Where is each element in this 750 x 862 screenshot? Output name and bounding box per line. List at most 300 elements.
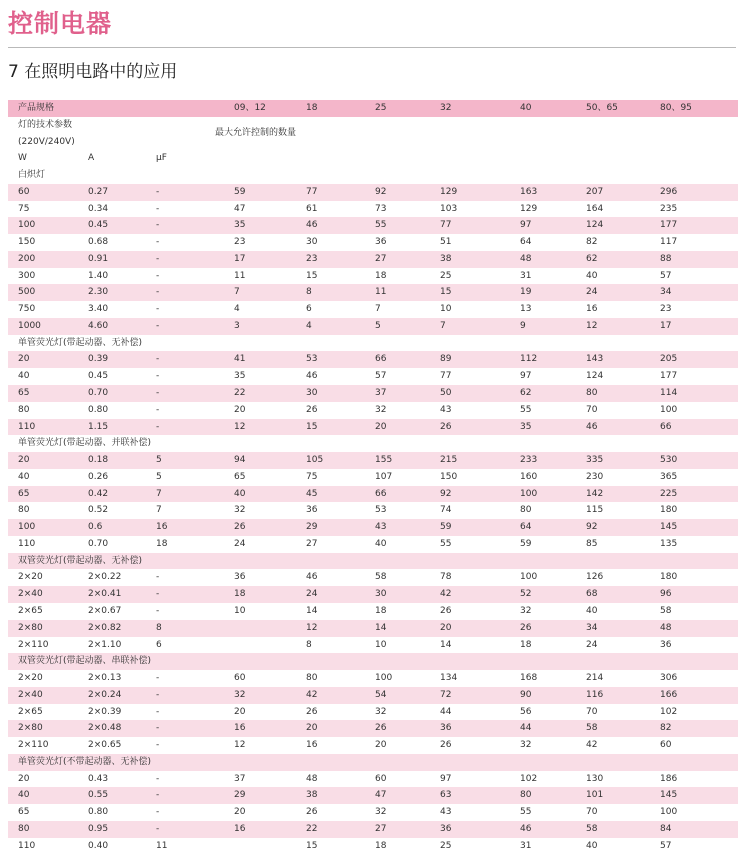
table-cell: 130 <box>586 773 604 784</box>
table-cell: 27 <box>306 538 318 549</box>
table-row <box>8 318 738 335</box>
table-cell: 110 <box>18 538 36 549</box>
table-cell: 24 <box>586 639 598 650</box>
table-cell: 41 <box>234 354 246 365</box>
table-cell: 2×0.24 <box>88 689 122 700</box>
table-cell: 19 <box>520 287 532 298</box>
table-cell: 37 <box>375 388 387 399</box>
table-cell: 3.40 <box>88 304 109 315</box>
table-cell: 11 <box>156 840 168 851</box>
table-row <box>8 402 738 419</box>
table-cell: 35 <box>520 421 532 432</box>
table-cell: 32 <box>375 706 387 717</box>
table-cell: 102 <box>660 706 678 717</box>
table-cell: 186 <box>660 773 678 784</box>
table-cell: 65 <box>18 807 30 818</box>
table-cell: 107 <box>375 471 393 482</box>
table-cell: 1.15 <box>88 421 109 432</box>
table-cell: - <box>156 572 160 583</box>
table-cell: 30 <box>375 589 387 600</box>
table-cell: 46 <box>520 823 532 834</box>
table-cell: 155 <box>375 455 393 466</box>
unit-microfarad: μF <box>156 153 167 164</box>
table-cell: - <box>156 304 160 315</box>
table-cell: 8 <box>306 639 312 650</box>
table-cell: 55 <box>440 538 452 549</box>
table-cell: 60 <box>660 740 672 751</box>
table-cell: 0.45 <box>88 220 109 231</box>
table-cell: 4 <box>234 304 240 315</box>
category-row <box>8 754 738 771</box>
table-cell: 43 <box>375 522 387 533</box>
table-cell: 10 <box>440 304 452 315</box>
table-cell: 20 <box>375 740 387 751</box>
table-body <box>8 167 738 854</box>
table-cell: 2×65 <box>18 605 43 616</box>
table-cell: - <box>156 589 160 600</box>
table-cell: 0.70 <box>88 388 109 399</box>
table-cell: 60 <box>234 673 246 684</box>
table-row <box>8 486 738 503</box>
table-cell: 58 <box>660 605 672 616</box>
table-cell: 36 <box>234 572 246 583</box>
table-cell: 46 <box>306 371 318 382</box>
table-cell: 142 <box>586 488 604 499</box>
table-cell: 160 <box>520 471 538 482</box>
table-cell: 26 <box>306 706 318 717</box>
table-cell: 7 <box>440 320 446 331</box>
table-cell: 65 <box>18 488 30 499</box>
table-cell: 215 <box>440 455 458 466</box>
table-cell: 42 <box>440 589 452 600</box>
table-cell: 57 <box>660 270 672 281</box>
table-cell: 26 <box>306 404 318 415</box>
table-cell: 22 <box>234 388 246 399</box>
table-cell: 300 <box>18 270 36 281</box>
table-row <box>8 804 738 821</box>
table-cell: 207 <box>586 186 604 197</box>
table-cell: 78 <box>440 572 452 583</box>
table-cell: 54 <box>375 689 387 700</box>
category-row <box>8 553 738 570</box>
table-row <box>8 469 738 486</box>
table-cell: 23 <box>660 304 672 315</box>
table-cell: 36 <box>660 639 672 650</box>
table-cell: 2×65 <box>18 706 43 717</box>
table-cell: 56 <box>520 706 532 717</box>
table-cell: 15 <box>306 421 318 432</box>
table-cell: 5 <box>375 320 381 331</box>
table-cell: 180 <box>660 572 678 583</box>
table-cell: 26 <box>440 605 452 616</box>
table-cell: 2×0.67 <box>88 605 122 616</box>
table-cell: 4.60 <box>88 320 109 331</box>
table-cell: 46 <box>306 572 318 583</box>
table-cell: 9 <box>520 320 526 331</box>
table-cell: 0.45 <box>88 371 109 382</box>
table-row <box>8 519 738 536</box>
section-title: 7 在照明电路中的应用 <box>8 62 178 82</box>
table-cell: 2×110 <box>18 639 49 650</box>
table-cell: 32 <box>234 689 246 700</box>
table-cell: - <box>156 287 160 298</box>
header-cell: 09、12 <box>234 103 266 113</box>
table-cell: 2×0.41 <box>88 589 122 600</box>
table-row <box>8 419 738 436</box>
table-cell: 124 <box>586 371 604 382</box>
table-cell: 47 <box>375 790 387 801</box>
table-cell: 24 <box>586 287 598 298</box>
table-cell: 80 <box>306 673 318 684</box>
table-cell: 2×80 <box>18 723 43 734</box>
table-row <box>8 771 738 788</box>
category-label: 双管荧光灯(带起动器、串联补偿) <box>18 656 152 667</box>
table-cell: - <box>156 823 160 834</box>
table-cell: 20 <box>306 723 318 734</box>
table-cell: 100 <box>18 220 36 231</box>
units-row <box>8 150 738 167</box>
table-cell: 53 <box>306 354 318 365</box>
table-cell: 116 <box>586 689 604 700</box>
table-cell: 225 <box>660 488 678 499</box>
table-cell: 103 <box>440 203 458 214</box>
table-cell: - <box>156 689 160 700</box>
table-row <box>8 670 738 687</box>
table-cell: 31 <box>520 270 532 281</box>
table-cell: 2×40 <box>18 689 43 700</box>
table-cell: 7 <box>156 505 162 516</box>
table-cell: 10 <box>375 639 387 650</box>
table-cell: 25 <box>440 840 452 851</box>
table-cell: 3 <box>234 320 240 331</box>
table-cell: 42 <box>586 740 598 751</box>
table-cell: - <box>156 421 160 432</box>
table-cell: 177 <box>660 371 678 382</box>
table-cell: 75 <box>18 203 30 214</box>
unit-watt: W <box>18 153 27 164</box>
table-cell: 40 <box>586 605 598 616</box>
table-cell: 70 <box>586 706 598 717</box>
lighting-table <box>8 100 738 854</box>
table-cell: 2×110 <box>18 740 49 751</box>
table-cell: 20 <box>234 807 246 818</box>
table-cell: - <box>156 723 160 734</box>
unit-amp: A <box>88 153 95 164</box>
table-cell: 18 <box>234 589 246 600</box>
table-cell: 40 <box>234 488 246 499</box>
table-cell: 110 <box>18 421 36 432</box>
table-cell: 80 <box>18 404 30 415</box>
table-cell: 4 <box>306 320 312 331</box>
table-cell: - <box>156 673 160 684</box>
table-cell: 5 <box>156 455 162 466</box>
table-cell: 46 <box>306 220 318 231</box>
table-cell: 6 <box>156 639 162 650</box>
table-row <box>8 351 738 368</box>
table-cell: - <box>156 320 160 331</box>
table-cell: 150 <box>18 237 36 248</box>
table-cell: 15 <box>306 840 318 851</box>
table-cell: 16 <box>234 723 246 734</box>
table-cell: 2×80 <box>18 622 43 633</box>
header-cell: 32 <box>440 103 452 113</box>
table-cell: 29 <box>306 522 318 533</box>
table-cell: 1000 <box>18 320 41 331</box>
table-cell: 44 <box>520 723 532 734</box>
table-cell: 59 <box>520 538 532 549</box>
table-cell: 164 <box>586 203 604 214</box>
table-cell: 0.80 <box>88 404 109 415</box>
table-cell: 62 <box>586 253 598 264</box>
table-cell: 57 <box>660 840 672 851</box>
table-row <box>8 620 738 637</box>
table-cell: 38 <box>440 253 452 264</box>
table-cell: 235 <box>660 203 678 214</box>
table-cell: 100 <box>520 572 538 583</box>
table-row <box>8 368 738 385</box>
table-cell: 0.39 <box>88 354 109 365</box>
table-cell: 40 <box>18 790 30 801</box>
table-cell: 0.43 <box>88 773 109 784</box>
table-cell: 20 <box>440 622 452 633</box>
table-cell: 36 <box>375 237 387 248</box>
table-row <box>8 687 738 704</box>
table-cell: 47 <box>234 203 246 214</box>
table-cell: 105 <box>306 455 324 466</box>
table-cell: 32 <box>234 505 246 516</box>
table-cell: 65 <box>234 471 246 482</box>
table-cell: 80 <box>520 505 532 516</box>
params-label-row <box>8 117 738 138</box>
table-cell: 2×0.22 <box>88 572 122 583</box>
table-cell: 48 <box>520 253 532 264</box>
table-cell: 168 <box>520 673 538 684</box>
table-row <box>8 251 738 268</box>
table-cell: 163 <box>520 186 538 197</box>
table-cell: 25 <box>440 270 452 281</box>
header-cell: 18 <box>306 103 318 113</box>
table-cell: 101 <box>586 790 604 801</box>
table-row <box>8 603 738 620</box>
table-cell: 70 <box>586 807 598 818</box>
table-cell: 20 <box>234 706 246 717</box>
table-cell: 7 <box>375 304 381 315</box>
table-cell: - <box>156 605 160 616</box>
table-row <box>8 586 738 603</box>
table-cell: 0.70 <box>88 538 109 549</box>
table-cell: 0.95 <box>88 823 109 834</box>
table-cell: 51 <box>440 237 452 248</box>
table-row <box>8 637 738 654</box>
table-cell: 18 <box>375 270 387 281</box>
table-cell: - <box>156 773 160 784</box>
table-cell: 64 <box>520 237 532 248</box>
table-cell: 73 <box>375 203 387 214</box>
table-cell: 750 <box>18 304 36 315</box>
table-cell: 40 <box>18 371 30 382</box>
table-cell: 68 <box>586 589 598 600</box>
table-cell: 36 <box>440 723 452 734</box>
table-cell: 16 <box>234 823 246 834</box>
table-cell: 97 <box>520 220 532 231</box>
table-cell: 500 <box>18 287 36 298</box>
table-cell: 14 <box>440 639 452 650</box>
table-cell: 0.80 <box>88 807 109 818</box>
table-cell: 112 <box>520 354 538 365</box>
table-cell: 12 <box>234 740 246 751</box>
table-cell: 77 <box>440 220 452 231</box>
table-cell: 7 <box>156 488 162 499</box>
table-cell: 0.26 <box>88 471 109 482</box>
table-cell: 58 <box>586 723 598 734</box>
table-cell: 34 <box>586 622 598 633</box>
table-cell: 115 <box>586 505 604 516</box>
table-row <box>8 184 738 201</box>
table-cell: 12 <box>234 421 246 432</box>
table-cell: 18 <box>375 840 387 851</box>
table-cell: 0.52 <box>88 505 109 516</box>
table-row <box>8 569 738 586</box>
max-count-label: 最大允许控制的数量 <box>215 127 297 138</box>
table-cell: 61 <box>306 203 318 214</box>
table-cell: 55 <box>520 807 532 818</box>
table-cell: 5 <box>156 471 162 482</box>
table-cell: 117 <box>660 237 678 248</box>
table-cell: 0.68 <box>88 237 109 248</box>
table-cell: 59 <box>234 186 246 197</box>
table-cell: 32 <box>375 807 387 818</box>
table-cell: 20 <box>234 404 246 415</box>
table-cell: - <box>156 354 160 365</box>
table-cell: 335 <box>586 455 604 466</box>
voltage-label: (220V/240V) <box>18 136 75 147</box>
table-cell: - <box>156 253 160 264</box>
table-cell: 100 <box>18 522 36 533</box>
table-cell: 31 <box>520 840 532 851</box>
table-row <box>8 385 738 402</box>
table-cell: 77 <box>306 186 318 197</box>
table-cell: 17 <box>660 320 672 331</box>
brand-title: 控制电器 <box>8 9 113 38</box>
table-cell: 37 <box>234 773 246 784</box>
table-cell: 27 <box>375 823 387 834</box>
table-cell: 15 <box>440 287 452 298</box>
table-cell: 114 <box>660 388 678 399</box>
table-cell: 145 <box>660 790 678 801</box>
table-cell: 166 <box>660 689 678 700</box>
table-row <box>8 234 738 251</box>
table-cell: 36 <box>306 505 318 516</box>
table-cell: 29 <box>234 790 246 801</box>
table-cell: 27 <box>375 253 387 264</box>
table-cell: 24 <box>306 589 318 600</box>
table-cell: 296 <box>660 186 678 197</box>
table-cell: - <box>156 790 160 801</box>
table-cell: 2×0.13 <box>88 673 122 684</box>
table-row <box>8 217 738 234</box>
table-cell: 50 <box>440 388 452 399</box>
table-cell: 145 <box>660 522 678 533</box>
table-cell: 100 <box>660 404 678 415</box>
table-cell: 23 <box>306 253 318 264</box>
table-cell: 96 <box>660 589 672 600</box>
table-row <box>8 737 738 754</box>
table-cell: 90 <box>520 689 532 700</box>
table-cell: 36 <box>440 823 452 834</box>
table-cell: 85 <box>586 538 598 549</box>
table-cell: 0.91 <box>88 253 109 264</box>
category-label: 单管荧光灯(带起动器、无补偿) <box>18 337 143 348</box>
divider <box>8 47 736 48</box>
header-cell: 25 <box>375 103 387 113</box>
table-cell: 35 <box>234 220 246 231</box>
table-cell: 43 <box>440 404 452 415</box>
table-cell: 13 <box>520 304 532 315</box>
table-cell: 0.18 <box>88 455 109 466</box>
table-cell: 70 <box>586 404 598 415</box>
header-cell: 50、65 <box>586 103 618 113</box>
table-cell: 60 <box>375 773 387 784</box>
table-cell: 40 <box>586 840 598 851</box>
table-cell: - <box>156 186 160 197</box>
table-cell: 80 <box>586 388 598 399</box>
table-cell: 100 <box>520 488 538 499</box>
table-row <box>8 301 738 318</box>
table-cell: 42 <box>306 689 318 700</box>
table-cell: 92 <box>375 186 387 197</box>
table-cell: 75 <box>306 471 318 482</box>
table-cell: 30 <box>306 237 318 248</box>
table-cell: 62 <box>520 388 532 399</box>
table-cell: 82 <box>660 723 672 734</box>
table-cell: 74 <box>440 505 452 516</box>
header-cell: 产品规格 <box>18 103 55 113</box>
category-label: 白炽灯 <box>18 170 46 181</box>
table-row <box>8 201 738 218</box>
table-cell: 32 <box>520 740 532 751</box>
table-cell: - <box>156 203 160 214</box>
table-cell: 230 <box>586 471 604 482</box>
table-cell: 48 <box>660 622 672 633</box>
table-cell: 84 <box>660 823 672 834</box>
table-cell: 2×20 <box>18 673 43 684</box>
table-cell: 150 <box>440 471 458 482</box>
table-cell: 11 <box>234 270 246 281</box>
table-cell: 64 <box>520 522 532 533</box>
table-cell: 177 <box>660 220 678 231</box>
table-cell: - <box>156 706 160 717</box>
category-label: 单管荧光灯(带起动器、并联补偿) <box>18 438 152 449</box>
header-cell: 40 <box>520 103 532 113</box>
table-cell: 205 <box>660 354 678 365</box>
table-cell: 2×0.65 <box>88 740 122 751</box>
table-cell: 88 <box>660 253 672 264</box>
table-cell: 0.6 <box>88 522 103 533</box>
table-cell: 94 <box>234 455 246 466</box>
table-cell: 0.55 <box>88 790 109 801</box>
table-cell: 55 <box>375 220 387 231</box>
table-cell: 143 <box>586 354 604 365</box>
table-cell: 26 <box>306 807 318 818</box>
table-cell: 14 <box>375 622 387 633</box>
table-cell: 24 <box>234 538 246 549</box>
table-row <box>8 536 738 553</box>
table-cell: 530 <box>660 455 678 466</box>
table-cell: 26 <box>520 622 532 633</box>
table-cell: 44 <box>440 706 452 717</box>
table-cell: 126 <box>586 572 604 583</box>
table-cell: 57 <box>375 371 387 382</box>
